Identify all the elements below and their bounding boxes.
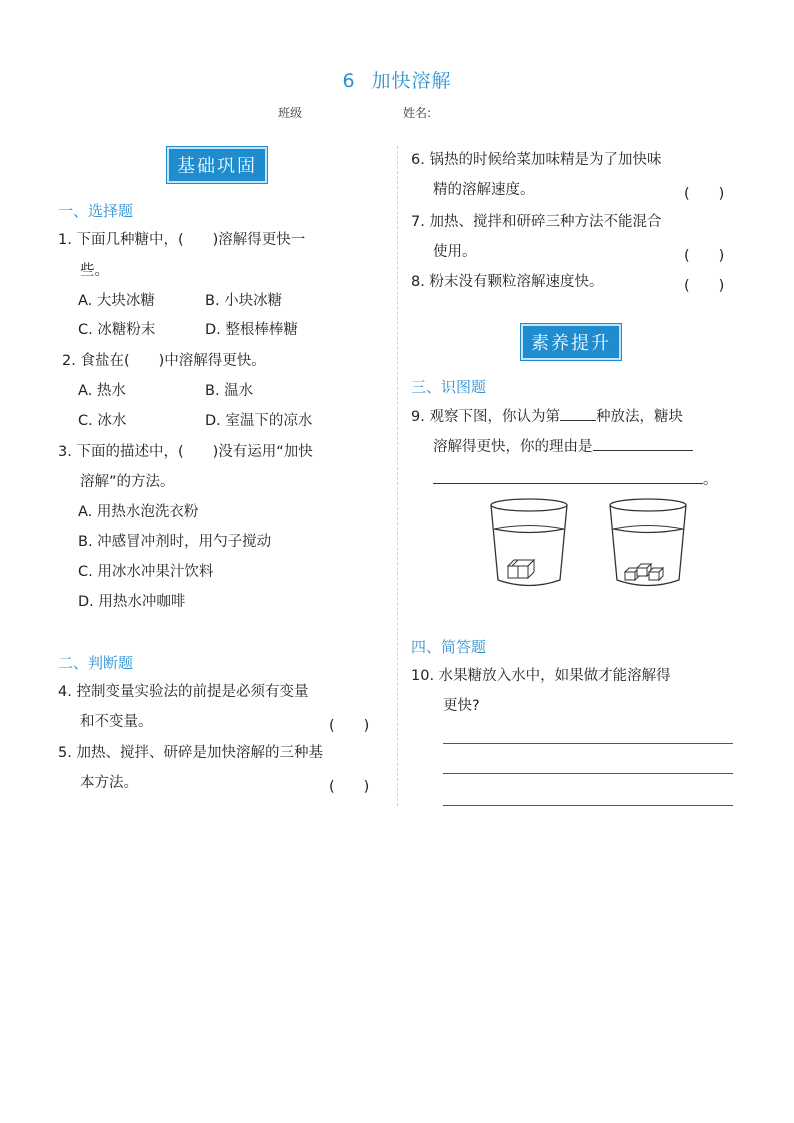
q7-line1: 7. 加热、搅拌和研碎三种方法不能混合: [411, 214, 662, 230]
q10-line2: 更快?: [443, 698, 480, 714]
q5-line1: 5. 加热、搅拌、研碎是加快溶解的三种基: [58, 745, 323, 761]
q8-answer-paren[interactable]: ( ): [684, 278, 725, 294]
q2-option-d: D. 室温下的凉水: [205, 413, 313, 429]
q4-line2: 和不变量。: [80, 714, 153, 730]
q9-blank-reason-cont[interactable]: [433, 483, 703, 484]
q9-text-b: 种放法，糖块: [595, 409, 683, 425]
q2-stem: 2. 食盐在( )中溶解得更快。: [62, 353, 266, 369]
q2-option-c: C. 冰水: [78, 413, 127, 429]
q3-option-b: B. 冲感冒冲剂时，用勺子搅动: [78, 534, 272, 550]
q1-stem-line2: 些。: [80, 263, 109, 279]
q9-period: 。: [703, 472, 718, 488]
q7-answer-paren[interactable]: ( ): [684, 248, 725, 264]
class-label: 班级: [278, 106, 303, 120]
q6-answer-paren[interactable]: ( ): [684, 186, 725, 202]
badge-basic: 基础巩固: [167, 147, 267, 183]
section-judge: 二、判断题: [58, 654, 134, 672]
q9-line3: [433, 465, 718, 495]
q3-option-c: C. 用冰水冲果汁饮料: [78, 564, 214, 580]
lesson-title: 加快溶解: [371, 70, 452, 92]
q1-option-b: B. 小块冰糖: [205, 293, 283, 309]
section-choice: 一、选择题: [58, 202, 134, 220]
q10-answer-line[interactable]: [443, 773, 733, 774]
q9-text-a: 9. 观察下图，你认为第: [411, 409, 560, 425]
q10-answer-line[interactable]: [443, 805, 733, 806]
q9-line2: [433, 432, 693, 462]
q1-option-a: A. 大块冰糖: [78, 293, 155, 309]
section-picture: 三、识图题: [411, 378, 487, 396]
q3-stem-line2: 溶解”的方法。: [80, 474, 175, 490]
q1-option-d: D. 整根棒棒糖: [205, 322, 298, 338]
q4-line1: 4. 控制变量实验法的前提是必须有变量: [58, 684, 309, 700]
q9-blank-reason[interactable]: [593, 450, 693, 451]
lesson-number: 6: [342, 70, 356, 92]
q3-option-d: D. 用热水冲咖啡: [78, 594, 186, 610]
q2-option-b: B. 温水: [205, 383, 254, 399]
q8-line1: 8. 粉末没有颗粒溶解速度快。: [411, 274, 604, 290]
q9-line1: [411, 402, 683, 432]
section-short: 四、简答题: [411, 638, 487, 656]
q9-blank-method[interactable]: [560, 420, 596, 421]
q1-option-c: C. 冰糖粉末: [78, 322, 156, 338]
page-title: [0, 66, 794, 93]
badge-improve: 素养提升: [521, 324, 621, 360]
cup-large-sugar-illustration: [486, 496, 572, 590]
q4-answer-paren[interactable]: ( ): [329, 718, 370, 734]
column-divider: [397, 146, 398, 806]
q1-stem-line1: 1. 下面几种糖中，( )溶解得更快一: [58, 232, 306, 248]
q3-stem-line1: 3. 下面的描述中，( )没有运用“加快: [58, 444, 313, 460]
cup-small-sugar-illustration: [605, 496, 691, 590]
q6-line1: 6. 锅热的时候给菜加味精是为了加快味: [411, 152, 662, 168]
q2-option-a: A. 热水: [78, 383, 126, 399]
q5-line2: 本方法。: [80, 775, 138, 791]
name-label: 姓名:: [403, 106, 432, 120]
q10-line1: 10. 水果糖放入水中，如果做才能溶解得: [411, 668, 671, 684]
q7-line2: 使用。: [433, 244, 477, 260]
q6-line2: 精的溶解速度。: [433, 182, 535, 198]
q10-answer-line[interactable]: [443, 743, 733, 744]
q3-option-a: A. 用热水泡洗衣粉: [78, 504, 199, 520]
q9-text-reason: 溶解得更快，你的理由是: [433, 439, 593, 455]
q5-answer-paren[interactable]: ( ): [329, 779, 370, 795]
